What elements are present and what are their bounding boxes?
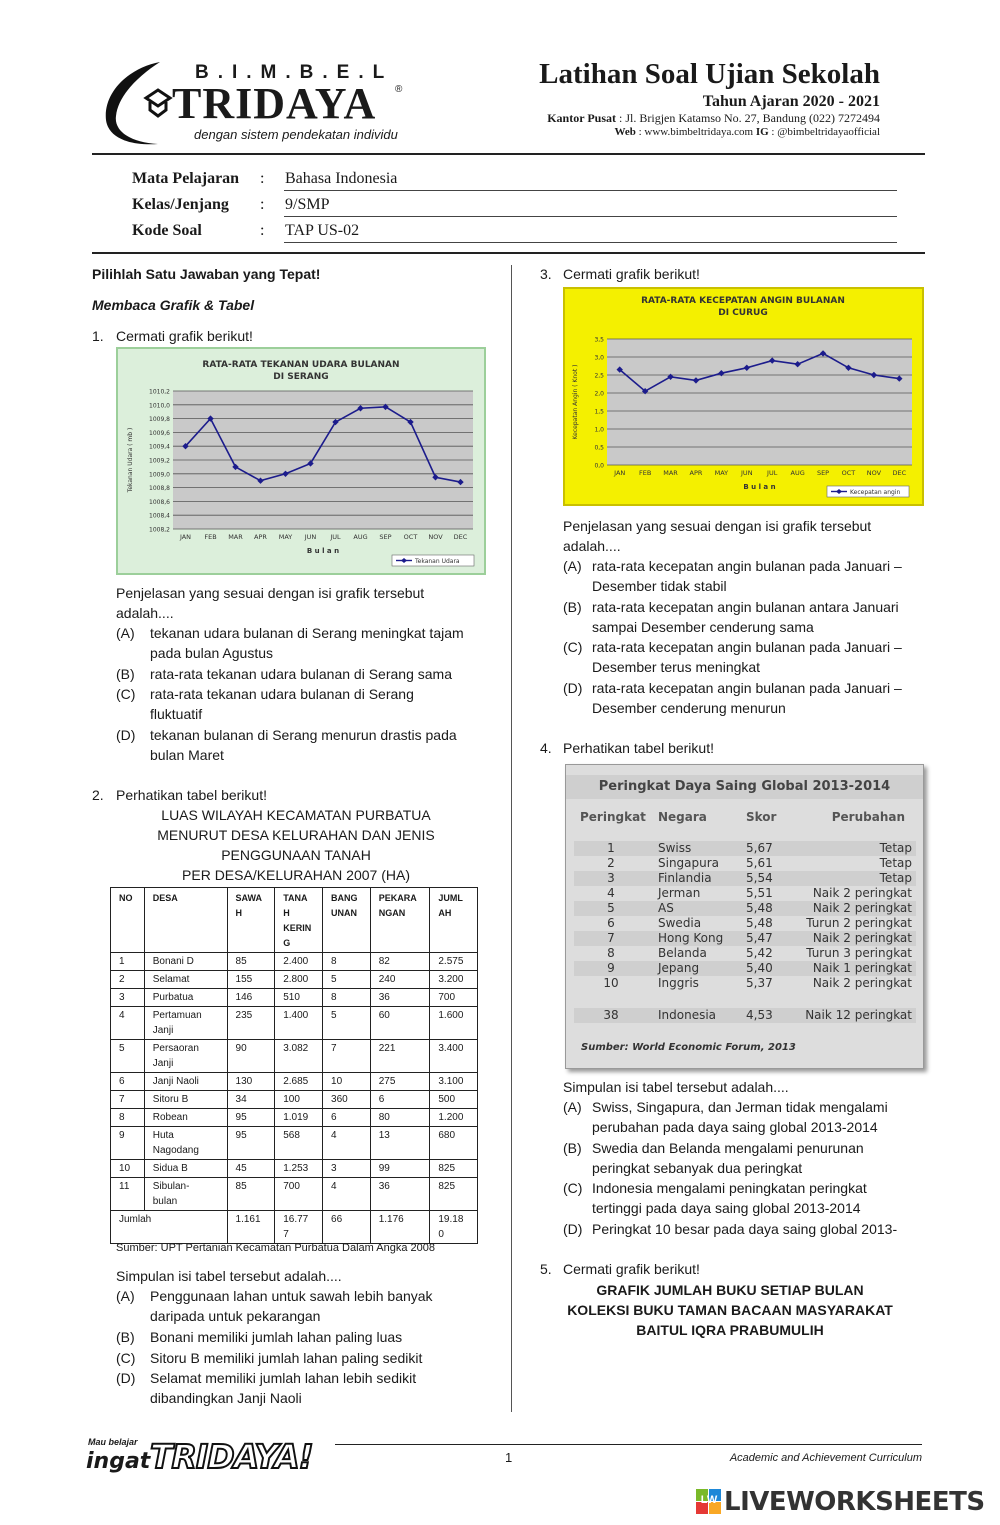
ranking-cell: 5,42 <box>746 946 773 960</box>
q3-stem: Penjelasan yang sesuai dengan isi grafik tersebut <box>563 518 872 534</box>
q2-source: Sumber: UPT Pertanian Kecamatan Purbatua Dalam Angka 2008 <box>116 1242 435 1254</box>
q3-option-b[interactable]: (B) rata-rata kecepatan angin bulanan antara Januari sampai Desember cenderung sama <box>563 599 899 635</box>
table-row <box>111 971 478 989</box>
table-cell: 6 <box>111 1073 145 1091</box>
footer-tag-brand: TRIDAYA! <box>150 1437 313 1476</box>
q5-chart-title: KOLEKSI BUKU TAMAN BACAAN MASYARAKAT <box>567 1302 893 1318</box>
table-cell: 8 <box>323 953 371 971</box>
table-cell: Pertamuan Janji <box>144 1007 227 1040</box>
table-cell: 4 <box>323 1178 371 1211</box>
table-cell: 7 <box>111 1091 145 1109</box>
ranking-cell: 5,47 <box>746 931 773 945</box>
ranking-cell: Hong Kong <box>658 931 724 945</box>
table-cell: Jumlah <box>111 1211 228 1244</box>
x-tick-label: OCT <box>403 533 418 541</box>
y-tick-label: 1,0 <box>594 426 604 434</box>
x-tick-label: OCT <box>841 469 856 477</box>
table-cell: 221 <box>370 1040 430 1073</box>
table-cell: 66 <box>323 1211 371 1244</box>
y-tick-label: 1009,6 <box>149 429 170 437</box>
q2-option-c[interactable]: (C) Sitoru B memiliki jumlah lahan paling sedikit <box>116 1350 423 1366</box>
ranking-cell: 5,54 <box>746 871 773 885</box>
table-cell: 2.575 <box>430 953 478 971</box>
x-tick-label: MAY <box>714 469 729 477</box>
ranking-cell: Naik 1 peringkat <box>812 961 912 975</box>
table-cell: 146 <box>227 989 275 1007</box>
table-cell: Robean <box>144 1109 227 1127</box>
ranking-cell: Naik 12 peringkat <box>805 1008 912 1022</box>
x-tick-label: JAN <box>614 469 626 477</box>
liveworksheets-text: LIVEWORKSHEETS <box>724 1487 985 1517</box>
y-tick-label: 1009,4 <box>149 443 170 451</box>
chart-air-pressure <box>116 347 486 575</box>
table-cell: 13 <box>370 1127 430 1160</box>
table-row <box>111 1127 478 1160</box>
q1-prompt: Cermati grafik berikut! <box>116 328 253 344</box>
table-cell: 95 <box>227 1109 275 1127</box>
ranking-cell: 9 <box>607 961 615 975</box>
table-header-cell: SAWA H <box>227 888 275 953</box>
y-tick-label: 0,0 <box>594 462 604 470</box>
ranking-cell: Turun 2 peringkat <box>806 916 912 930</box>
y-tick-label: 1009,0 <box>149 471 170 479</box>
web-info: Web : www.bimbeltridaya.com IG : @bimbeltridayaofficial <box>614 126 880 138</box>
table-header-cell: NO <box>111 888 145 953</box>
ranking-cell: Belanda <box>658 946 707 960</box>
ranking-cell: 1 <box>607 841 615 855</box>
table-cell: 510 <box>275 989 323 1007</box>
ranking-row <box>574 1008 916 1023</box>
table-cell: 3 <box>323 1160 371 1178</box>
table-cell: 95 <box>227 1127 275 1160</box>
table-cell: 2.400 <box>275 953 323 971</box>
q5-prompt: Cermati grafik berikut! <box>563 1261 700 1277</box>
chart-wind-speed <box>563 287 924 506</box>
meta-block <box>132 166 897 244</box>
footer-logo <box>86 1435 336 1480</box>
plot-area <box>607 339 912 465</box>
ranking-cell: Swiss <box>658 841 692 855</box>
ranking-header: Perubahan <box>831 810 905 824</box>
table-cell: 680 <box>430 1127 478 1160</box>
table-cell: 825 <box>430 1160 478 1178</box>
table-cell: 8 <box>323 989 371 1007</box>
table-cell: 275 <box>370 1073 430 1091</box>
x-tick-label: SEP <box>379 533 392 541</box>
table-cell: 34 <box>227 1091 275 1109</box>
x-axis-label: B u l a n <box>306 547 340 555</box>
x-tick-label: MAR <box>663 469 678 477</box>
ranking-cell: Naik 2 peringkat <box>812 931 912 945</box>
ranking-cell: Jepang <box>658 961 700 975</box>
table-cell: 9 <box>111 1127 145 1160</box>
q2-option-d[interactable]: (D) Selamat memiliki jumlah lahan lebih sedikit dibandingkan Janji Naoli <box>116 1370 417 1406</box>
school-year: Tahun Ajaran 2020 - 2021 <box>702 93 880 110</box>
q3-stem-2: adalah.... <box>563 538 621 554</box>
tridaya-logo <box>98 58 418 148</box>
ranking-cell: Inggris <box>658 976 699 990</box>
table-cell: 2.800 <box>275 971 323 989</box>
x-tick-label: AUG <box>353 533 368 541</box>
x-tick-label: JUL <box>767 469 778 477</box>
chart-subtitle: DI CURUG <box>718 308 768 318</box>
x-axis-label: B u l a n <box>743 483 776 491</box>
ranking-cell: Naik 2 peringkat <box>812 886 912 900</box>
table-row <box>111 1178 478 1211</box>
table-cell: 155 <box>227 971 275 989</box>
table-cell: 700 <box>430 989 478 1007</box>
x-tick-label: NOV <box>428 533 443 541</box>
section-title: Membaca Grafik & Tabel <box>92 297 255 313</box>
table-cell: 700 <box>275 1178 323 1211</box>
table-row <box>111 1007 478 1040</box>
q5-chart-title: GRAFIK JUMLAH BUKU SETIAP BULAN <box>596 1282 864 1298</box>
table-cell: 10 <box>111 1160 145 1178</box>
q2-number: 2. <box>92 787 104 803</box>
q4-number: 4. <box>540 740 552 756</box>
q2-prompt: Perhatikan tabel berikut! <box>116 787 267 803</box>
table-header-cell: DESA <box>144 888 227 953</box>
ranking-cell: 2 <box>607 856 615 870</box>
ranking-row <box>574 886 916 901</box>
y-tick-label: 1008,2 <box>149 526 170 534</box>
ranking-cell: 5,48 <box>746 901 773 915</box>
x-tick-label: MAY <box>278 533 293 541</box>
table-cell: Sitoru B <box>144 1091 227 1109</box>
table-cell: 85 <box>227 1178 275 1211</box>
table-cell: 60 <box>370 1007 430 1040</box>
ranking-cell: Naik 2 peringkat <box>812 976 912 990</box>
code-value: TAP US-02 <box>284 219 897 243</box>
table-cell: 6 <box>370 1091 430 1109</box>
chart-subtitle: DI SERANG <box>273 372 329 382</box>
table-cell: 500 <box>430 1091 478 1109</box>
q2-caption: PER DESA/KELURAHAN 2007 (HA) <box>182 867 410 883</box>
table-cell: 36 <box>370 1178 430 1211</box>
q5-number: 5. <box>540 1261 552 1277</box>
ranking-cell: Tetap <box>879 841 912 855</box>
ranking-cell: 8 <box>607 946 615 960</box>
q4-stem: Simpulan isi tabel tersebut adalah.... <box>563 1079 789 1095</box>
ranking-cell: Swedia <box>658 916 702 930</box>
q1-stem-2: adalah.... <box>116 605 174 621</box>
x-tick-label: JUN <box>741 469 753 477</box>
legend-label: Tekanan Udara <box>415 558 460 565</box>
liveworksheets-logo[interactable] <box>696 1487 985 1517</box>
ranking-cell: Indonesia <box>658 1008 717 1022</box>
table-row <box>111 1040 478 1073</box>
table-cell: 2.685 <box>275 1073 323 1091</box>
ranking-cell: 5 <box>607 901 615 915</box>
y-tick-label: 1008,4 <box>149 512 170 520</box>
table-header-cell: JUML AH <box>430 888 478 953</box>
table-cell: 5 <box>323 1007 371 1040</box>
ranking-row <box>574 901 916 916</box>
q2-caption: PENGGUNAAN TANAH <box>221 847 371 863</box>
table-cell: 360 <box>323 1091 371 1109</box>
footer-rule <box>335 1444 922 1445</box>
ranking-cell: Jerman <box>658 886 701 900</box>
y-tick-label: 0,5 <box>594 444 604 452</box>
x-tick-label: JUL <box>330 533 341 541</box>
table-cell: 80 <box>370 1109 430 1127</box>
y-tick-label: 2,0 <box>594 390 604 398</box>
brand-tagline: dengan sistem pendekatan individu <box>194 127 398 142</box>
x-tick-label: JUN <box>304 533 317 541</box>
q1-number: 1. <box>92 328 104 344</box>
table-row <box>111 953 478 971</box>
q1-option-d[interactable]: (D) tekanan bulanan di Serang menurun drastis pada bulan Maret <box>116 727 457 763</box>
ranking-row <box>574 916 916 931</box>
column-divider <box>511 265 512 1412</box>
q4-option-d[interactable]: (D) Peringkat 10 besar pada daya saing global 2013- <box>563 1221 898 1237</box>
header-info <box>539 58 880 138</box>
table-cell: 3.100 <box>430 1073 478 1091</box>
land-area-table <box>110 887 478 1244</box>
x-tick-label: DEC <box>453 533 468 541</box>
table-cell: 5 <box>323 971 371 989</box>
q2-caption: LUAS WILAYAH KECAMATAN PURBATUA <box>161 807 431 823</box>
legend-label: Kecepatan angin <box>850 489 901 496</box>
ranking-cell: 5,48 <box>746 916 773 930</box>
footer-tag-ingat: ingat <box>86 1449 151 1474</box>
ranking-cell: Naik 2 peringkat <box>812 901 912 915</box>
ranking-cell: Tetap <box>879 856 912 870</box>
y-tick-label: 1009,2 <box>149 457 170 465</box>
table-cell: 3.082 <box>275 1040 323 1073</box>
q1-option-c[interactable]: (C) rata-rata tekanan udara bulanan di Serang fluktuatif <box>116 686 414 722</box>
q2-stem: Simpulan isi tabel tersebut adalah.... <box>116 1268 342 1284</box>
table-cell: Huta Nagodang <box>144 1127 227 1160</box>
ranking-row <box>574 976 916 991</box>
table-cell: Selamat <box>144 971 227 989</box>
table-row <box>111 1160 478 1178</box>
table-cell: Janji Naoli <box>144 1073 227 1091</box>
chart-title: RATA-RATA TEKANAN UDARA BULANAN <box>202 360 400 370</box>
ranking-cell: AS <box>658 901 674 915</box>
address: Kantor Pusat : Jl. Brigjen Katamso No. 27, Bandung (022) 7272494 <box>547 111 880 125</box>
header-rule <box>92 153 925 155</box>
q4-prompt: Perhatikan tabel berikut! <box>563 740 714 756</box>
footer-curriculum: Academic and Achievement Curriculum <box>729 1452 922 1464</box>
table-cell: 235 <box>227 1007 275 1040</box>
ranking-cell: 4,53 <box>746 1008 773 1022</box>
x-tick-label: DEC <box>892 469 907 477</box>
ranking-cell: 5,67 <box>746 841 773 855</box>
table-cell: 130 <box>227 1073 275 1091</box>
ranking-cell: 3 <box>607 871 615 885</box>
table-cell: 7 <box>323 1040 371 1073</box>
meta-row: Kode Soal : TAP US-02 <box>132 218 897 244</box>
ranking-header: Skor <box>746 810 777 824</box>
q2-option-b[interactable]: (B) Bonani memiliki jumlah lahan paling luas <box>116 1329 403 1345</box>
table-cell: 3.200 <box>430 971 478 989</box>
y-tick-label: 1010,2 <box>149 388 170 396</box>
ranking-cell: 10 <box>603 976 619 990</box>
q1-option-b[interactable]: (B) rata-rata tekanan udara bulanan di Serang sama <box>116 666 452 682</box>
table-row <box>111 1091 478 1109</box>
x-tick-label: MAR <box>228 533 243 541</box>
table-cell: 5 <box>111 1040 145 1073</box>
table-cell: 1.161 <box>227 1211 275 1244</box>
meta-row: Mata Pelajaran : Bahasa Indonesia <box>132 166 897 192</box>
ranking-cell: 5,61 <box>746 856 773 870</box>
ranking-cell: Singapura <box>658 856 720 870</box>
table-cell: Bonani D <box>144 953 227 971</box>
q5-chart-title: BAITUL IQRA PRABUMULIH <box>636 1322 824 1338</box>
y-tick-label: 3,5 <box>594 336 604 344</box>
ranking-table <box>565 764 924 1069</box>
q4-option-c[interactable]: (C) Indonesia mengalami peningkatan peringkat tertinggi pada daya saing global 2013-2014 <box>563 1180 867 1216</box>
doc-title: Latihan Soal Ujian Sekolah <box>539 58 880 90</box>
brand-letters: B.I.M.B.E.L <box>195 62 394 83</box>
meta-row: Kelas/Jenjang : 9/SMP <box>132 192 897 218</box>
y-axis-label: Tekanan Udara ( mb ) <box>127 427 134 493</box>
table-cell: Sibulan- bulan <box>144 1178 227 1211</box>
table-cell: 4 <box>323 1127 371 1160</box>
q4-option-a[interactable]: (A) Swiss, Singapura, dan Jerman tidak mengalami perubahan pada daya saing global 2013-2014 <box>563 1099 888 1135</box>
ranking-cell: 5,40 <box>746 961 773 975</box>
table-cell: 16.77 7 <box>275 1211 323 1244</box>
table-row <box>111 989 478 1007</box>
ranking-header: Negara <box>658 810 707 824</box>
subject-value: Bahasa Indonesia <box>284 167 897 191</box>
table-header-cell: PEKARA NGAN <box>370 888 430 953</box>
table-cell: 2 <box>111 971 145 989</box>
table-cell: 6 <box>323 1109 371 1127</box>
table-cell: 4 <box>111 1007 145 1040</box>
table-cell: 10 <box>323 1073 371 1091</box>
ranking-cell: 38 <box>603 1008 619 1022</box>
table-cell: 1.176 <box>370 1211 430 1244</box>
ranking-row <box>574 961 916 976</box>
table-cell: 45 <box>227 1160 275 1178</box>
ranking-header: Peringkat <box>580 810 646 824</box>
table-cell: 90 <box>227 1040 275 1073</box>
table-row <box>111 1109 478 1127</box>
q2-caption: MENURUT DESA KELURAHAN DAN JENIS <box>157 827 435 843</box>
ranking-row <box>574 871 916 886</box>
ranking-row <box>574 841 916 856</box>
table-header-cell: TANA H KERIN G <box>275 888 323 953</box>
y-tick-label: 3,0 <box>594 354 604 362</box>
y-tick-label: 1008,6 <box>149 498 170 506</box>
liveworksheets-icon: LW <box>696 1489 722 1515</box>
q1-stem: Penjelasan yang sesuai dengan isi grafik tersebut <box>116 585 425 601</box>
table-cell: 99 <box>370 1160 430 1178</box>
table-cell: 825 <box>430 1178 478 1211</box>
ranking-row <box>574 946 916 961</box>
y-axis-label: Kecepatan Angin ( Knot ) <box>572 364 579 440</box>
x-tick-label: FEB <box>638 469 652 477</box>
y-tick-label: 1010,0 <box>149 402 170 410</box>
grade-value: 9/SMP <box>284 193 897 217</box>
table-cell: 1.253 <box>275 1160 323 1178</box>
brand-registered: ® <box>395 84 403 95</box>
table-cell: 1.200 <box>430 1109 478 1127</box>
table-cell: 3.400 <box>430 1040 478 1073</box>
table-cell: 240 <box>370 971 430 989</box>
table-cell: 1.019 <box>275 1109 323 1127</box>
table-row <box>111 1073 478 1091</box>
q2-option-a[interactable]: (A) Penggunaan lahan untuk sawah lebih banyak daripada untuk pekarangan <box>116 1288 433 1324</box>
x-tick-label: FEB <box>204 533 217 541</box>
table-cell: 1.400 <box>275 1007 323 1040</box>
ranking-row <box>574 931 916 946</box>
x-tick-label: NOV <box>866 469 882 477</box>
table-cell: 568 <box>275 1127 323 1160</box>
q3-option-d[interactable]: (D) rata-rata kecepatan angin bulanan pada Januari – Desember cenderung menurun <box>563 680 902 716</box>
ranking-cell: Finlandia <box>658 871 712 885</box>
y-tick-label: 1008,8 <box>149 485 170 493</box>
page-number: 1 <box>505 1450 513 1465</box>
ranking-cell: Tetap <box>879 871 912 885</box>
table-cell: 3 <box>111 989 145 1007</box>
table-cell: 11 <box>111 1178 145 1211</box>
table-cell: 100 <box>275 1091 323 1109</box>
ranking-cell: 6 <box>607 916 615 930</box>
table-cell: 19.18 0 <box>430 1211 478 1244</box>
q3-number: 3. <box>540 266 552 282</box>
chart-title: RATA-RATA KECEPATAN ANGIN BULANAN <box>641 296 845 306</box>
table-cell: Sidua B <box>144 1160 227 1178</box>
q1-option-a[interactable]: (A) tekanan udara bulanan di Serang meningkat tajam pada bulan Agustus <box>116 625 464 661</box>
y-tick-label: 2,5 <box>594 372 604 380</box>
brand-name: TRIDAYA <box>172 79 377 128</box>
ranking-row <box>574 856 916 871</box>
footer-tag-small: Mau belajar <box>88 1437 138 1447</box>
ranking-cell: 7 <box>607 931 615 945</box>
ranking-cell: 4 <box>607 886 615 900</box>
table-total-row <box>111 1211 478 1244</box>
ranking-cell: 5,51 <box>746 886 773 900</box>
meta-rule <box>92 252 925 254</box>
table-cell: 1.600 <box>430 1007 478 1040</box>
instruction: Pilihlah Satu Jawaban yang Tepat! <box>92 266 321 282</box>
table-cell: 82 <box>370 953 430 971</box>
q3-option-a[interactable]: (A) rata-rata kecepatan angin bulanan pada Januari – Desember tidak stabil <box>563 558 902 594</box>
table-cell: 36 <box>370 989 430 1007</box>
table-cell: Persaoran Janji <box>144 1040 227 1073</box>
table-cell: 1 <box>111 953 145 971</box>
x-tick-label: APR <box>689 469 703 477</box>
table-cell: 85 <box>227 953 275 971</box>
x-tick-label: APR <box>254 533 267 541</box>
ranking-source: Sumber: World Economic Forum, 2013 <box>581 1042 796 1053</box>
table-header-row <box>111 888 478 953</box>
ranking-cell: 5,37 <box>746 976 773 990</box>
q3-prompt: Cermati grafik berikut! <box>563 266 700 282</box>
q3-option-c[interactable]: (C) rata-rata kecepatan angin bulanan pada Januari – Desember terus meningkat <box>563 639 902 675</box>
q4-option-b[interactable]: (B) Swedia dan Belanda mengalami penurunan peringkat sebanyak dua peringkat <box>563 1140 864 1176</box>
table-cell: Purbatua <box>144 989 227 1007</box>
x-tick-label: AUG <box>790 469 805 477</box>
y-tick-label: 1009,8 <box>149 416 170 424</box>
x-tick-label: SEP <box>816 469 830 477</box>
table-cell: 8 <box>111 1109 145 1127</box>
x-tick-label: JAN <box>179 533 192 541</box>
y-tick-label: 1,5 <box>594 408 604 416</box>
ranking-cell: Turun 3 peringkat <box>806 946 912 960</box>
ranking-table-title: Peringkat Daya Saing Global 2013-2014 <box>566 775 923 799</box>
table-header-cell: BANG UNAN <box>323 888 371 953</box>
